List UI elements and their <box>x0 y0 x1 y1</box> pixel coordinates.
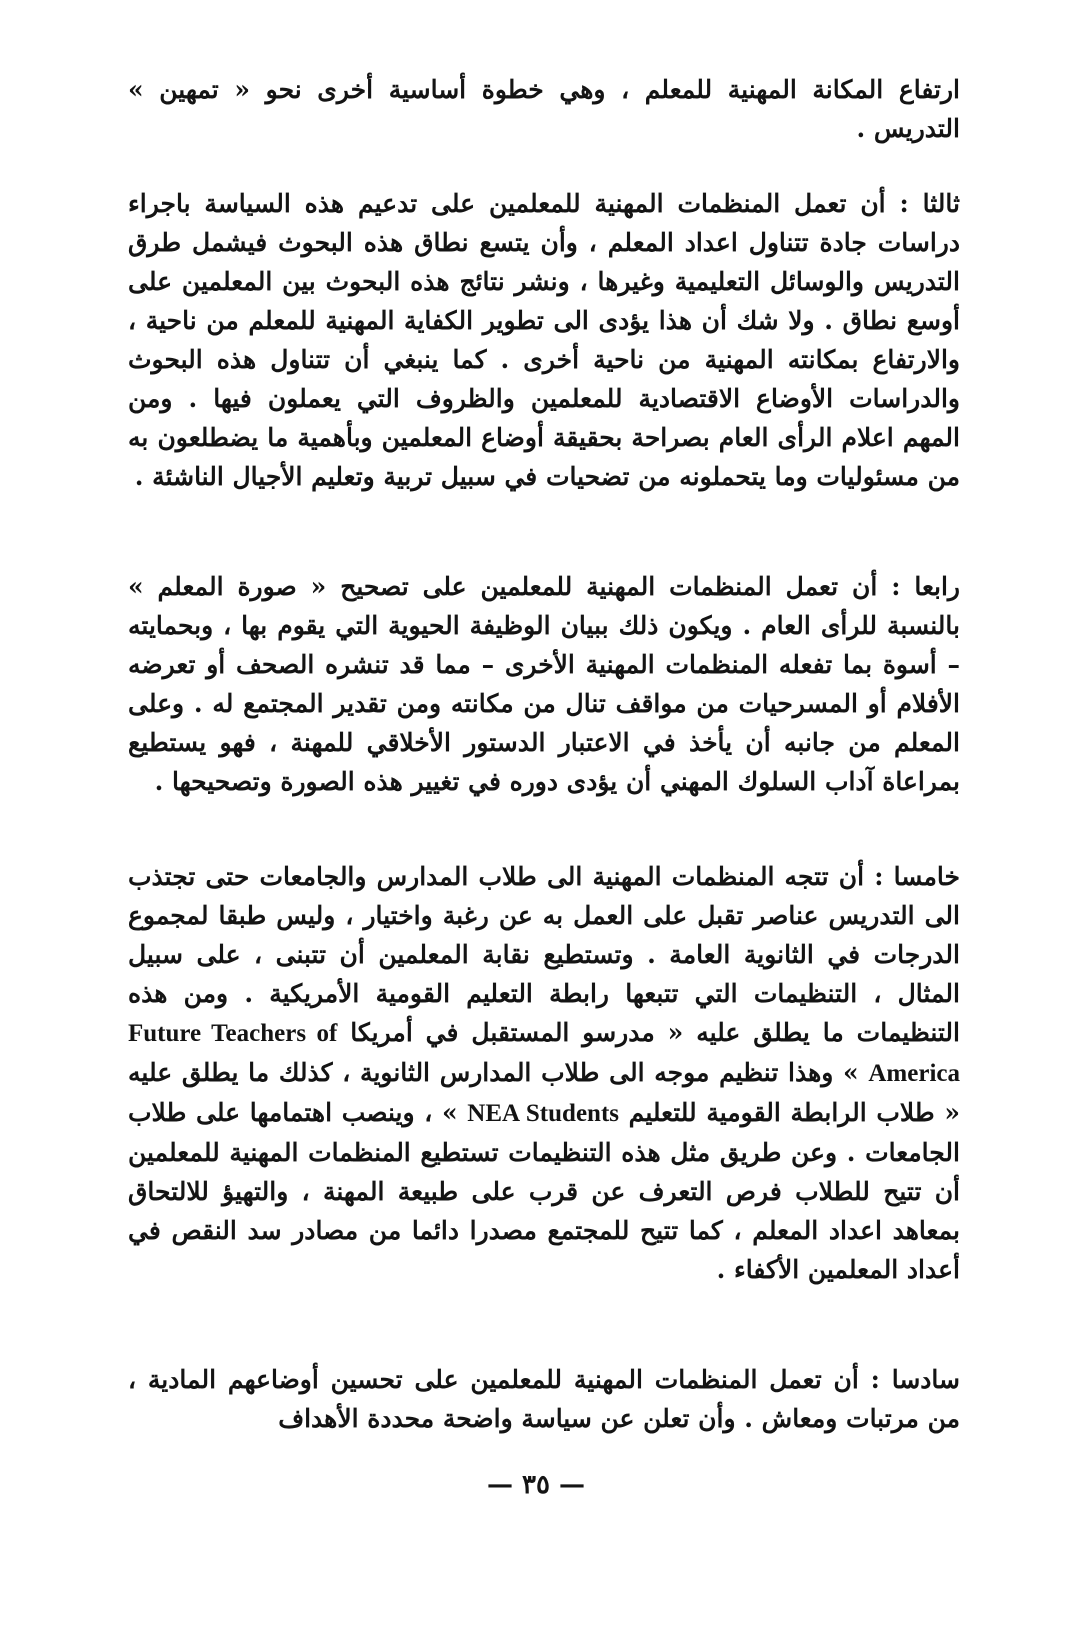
english-term-nea-students: NEA Students <box>467 1100 619 1127</box>
paragraph-third <box>128 184 960 496</box>
paragraph-intro-text: ارتفاع المكانة المهنية للمعلم ، وهي خطوة أساسية أخرى نحو « تمهين » التدريس . <box>128 75 960 143</box>
paragraph-intro <box>128 70 960 148</box>
paragraph-third-text: أن تعمل المنظمات المهنية للمعلمين على تدعيم هذه السياسة باجراء دراسات جادة تتناول اعداد المعلم ، وأن يتسع نطاق هذه البحوث فيشمل طرق التدريس والوسائل التعليمية وغيرها ، ونشر نتائج هذه البحوث بين المعلمين على أوسع نطاق . ولا شك أن هذا يؤدى الى تطوير الكفاية المهنية للمعلم من ناحية ، والارتفاع بمكانته المهنية من ناحية أخرى . كما ينبغي أن تتناول هذه البحوث والدراسات الأوضاع الاقتصادية للمعلمين والظروف التي يعملون فيها . ومن المهم اعلام الرأى العام بصراحة بحقيقة أوضاع المعلمين وبأهمية ما يضطلعون به من مسئوليات وما يتحملونه من تضحيات في سبيل تربية وتعليم الأجيال الناشئة . <box>128 189 960 491</box>
page-number: — ٣٥ — <box>486 1470 586 1500</box>
paragraph-fourth-text: أن تعمل المنظمات المهنية للمعلمين على تصحيح « صورة المعلم » بالنسبة للرأى العام . ويكون ذلك ببيان الوظيفة الحيوية التي يقوم بها ، وبحمايته – أسوة بما تفعله المنظمات المهنية الأخرى – مما قد تنشره الصحف أو تعرضه الأفلام أو المسرحيات من مواقف تنال من مكانته ومن تقدير المجتمع له . وعلى المعلم من جانبه أن يأخذ في الاعتبار الدستور الأخلاقي للمهنة ، فهو يستطيع بمراعاة آداب السلوك المهني أن يؤدى دوره في تغيير هذه الصورة وتصحيحها . <box>128 572 960 796</box>
paragraph-fifth <box>128 857 960 1289</box>
english-term-future-teachers: Future Teachers of America <box>128 1020 960 1087</box>
paragraph-fifth-text-3: » ، وينصب اهتمامها على طلاب الجامعات . وعن طريق مثل هذه التنظيمات تستطيع المنظمات المهنية للمعلمين أن تتيح للطلاب فرص التعرف عن قرب على طبيعة المهنة ، والتهيؤ للالتحاق بمعاهد اعداد المعلم ، كما تتيح للمجتمع مصدرا دائما من مصادر سد النقص في أعداد المعلمين الأكفاء . <box>128 1098 960 1284</box>
paragraph-fifth-text-1: أن تتجه المنظمات المهنية الى طلاب المدارس والجامعات حتى تجتذب الى التدريس عناصر تقبل على العمل به عن رغبة واختيار ، وليس طبقا لمجموع الدرجات في الثانوية العامة . وتستطيع نقابة المعلمين أن تتبنى ، على سبيل المثال ، التنظيمات التي تتبعها رابطة التعليم القومية الأمريكية . ومن هذه التنظيمات ما يطلق عليه « مدرسو المستقبل في أمريكا <box>128 862 960 1047</box>
paragraph-sixth-text: أن تعمل المنظمات المهنية للمعلمين على تحسين أوضاعهم المادية ، من مرتبات ومعاش . وأن تعلن عن سياسة واضحة محددة الأهداف <box>128 1365 960 1433</box>
paragraph-fourth-lead: رابعا : <box>891 572 960 601</box>
paragraph-sixth <box>128 1360 960 1438</box>
paragraph-fifth-text-2: » وهذا تنظيم موجه الى طلاب المدارس الثانوية ، كذلك ما يطلق عليه « طلاب الرابطة القومية للتعليم <box>128 1058 960 1127</box>
paragraph-fourth <box>128 567 960 801</box>
paragraph-third-lead: ثالثا : <box>899 189 960 218</box>
paragraph-fifth-lead: خامسا : <box>874 862 960 891</box>
paragraph-sixth-lead: سادسا : <box>870 1365 960 1394</box>
